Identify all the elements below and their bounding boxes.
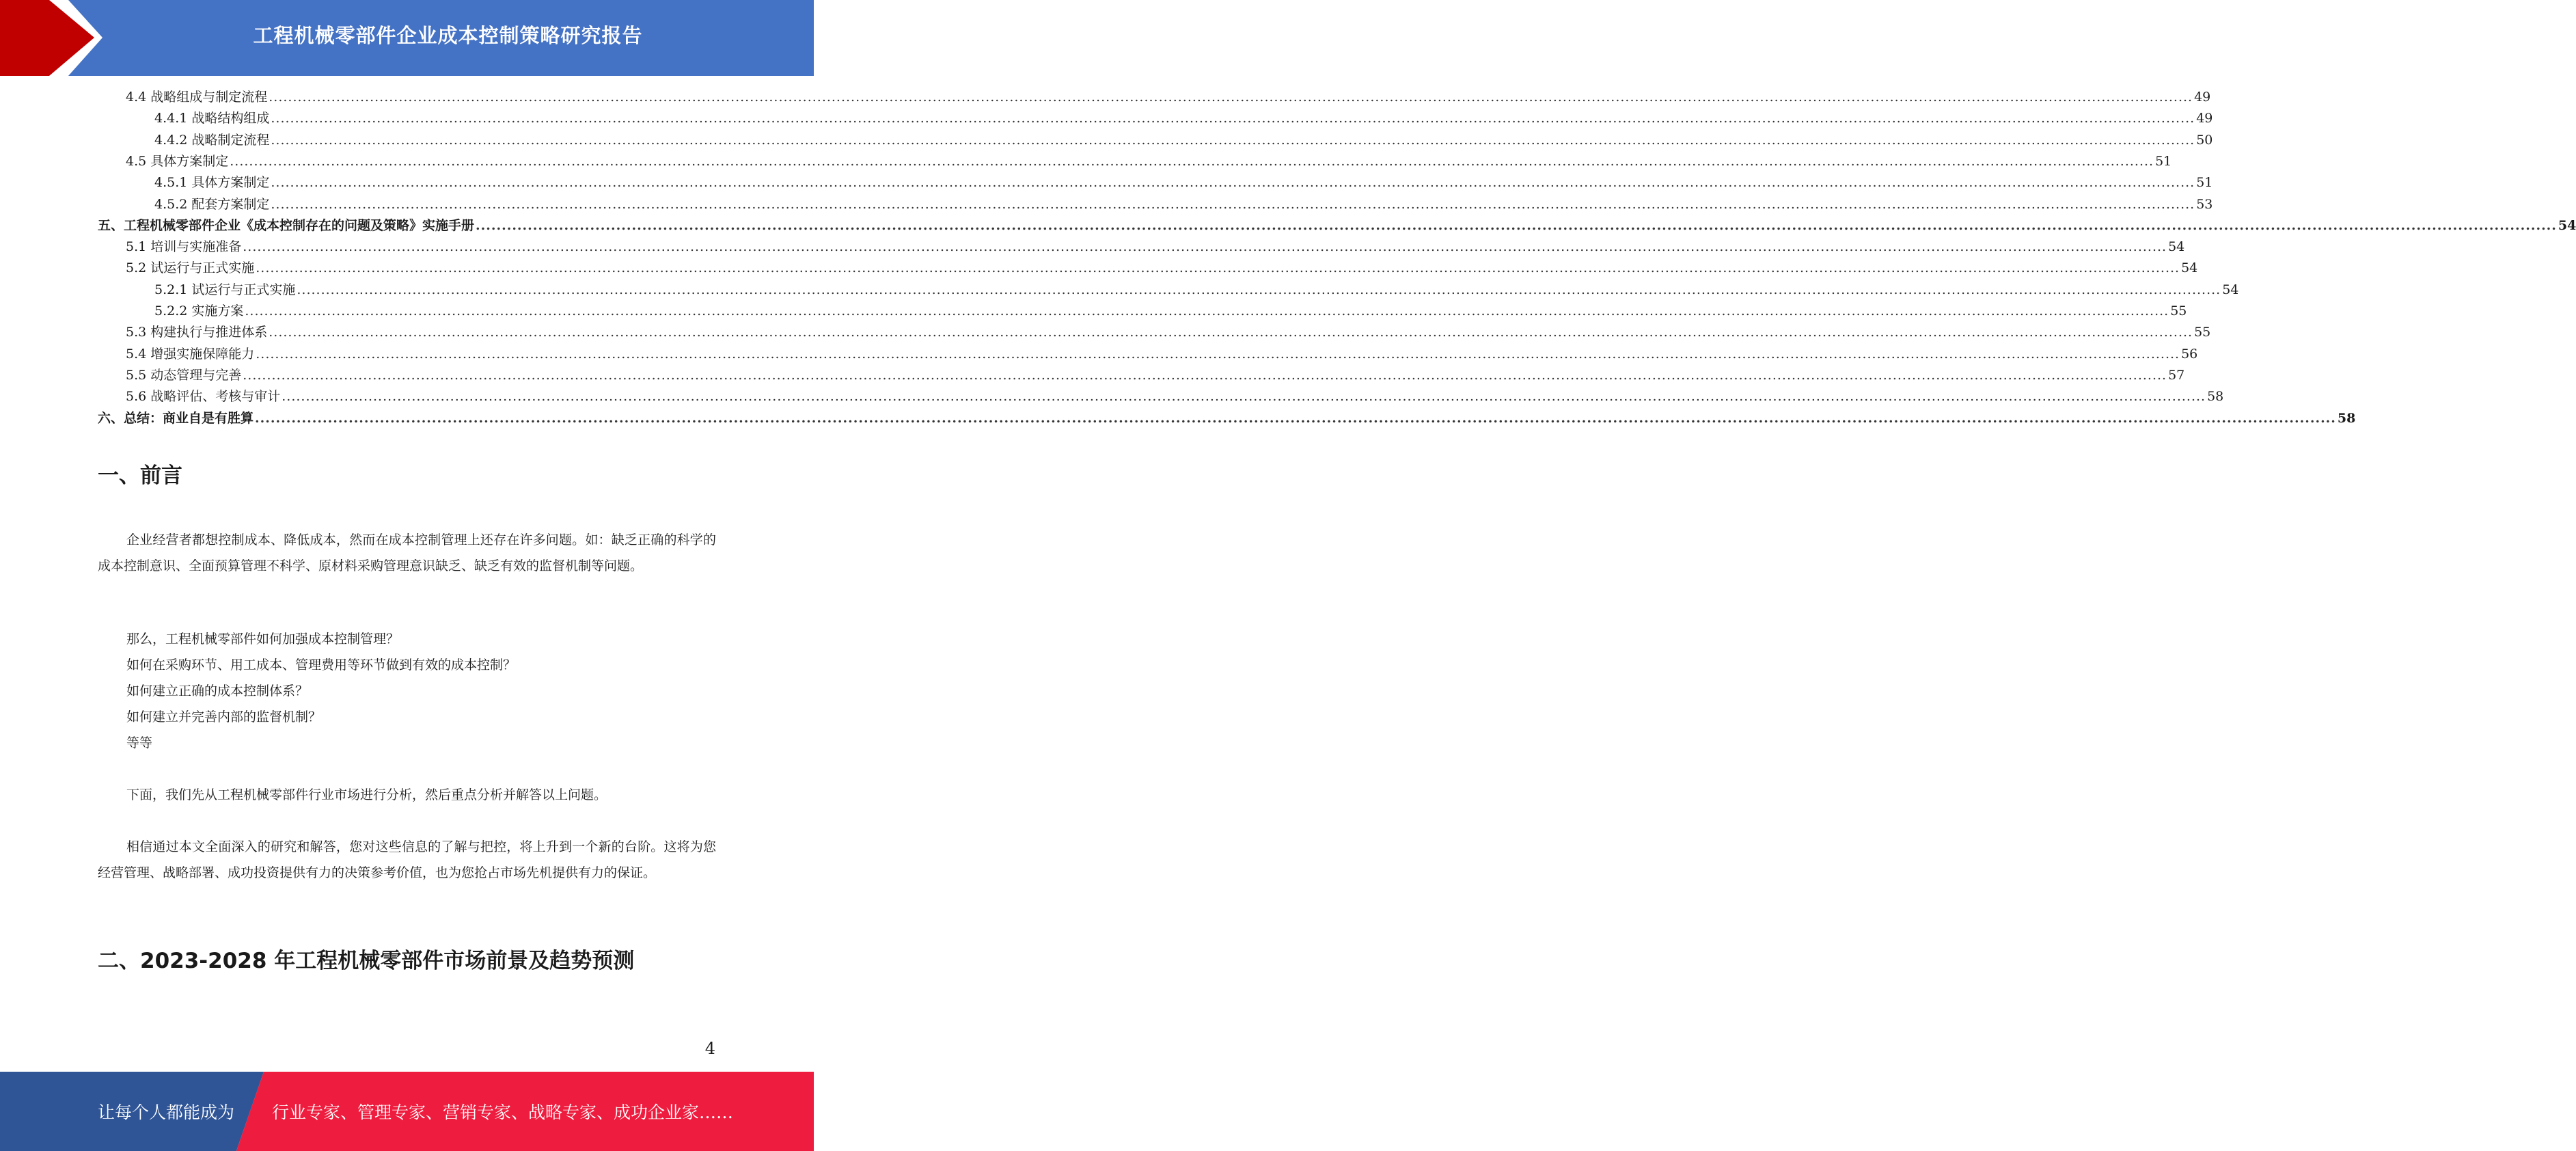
toc-entry-title: 5.5 动态管理与完善 <box>126 367 242 383</box>
toc-entry-title: 六、总结：商业自是有胜算 <box>98 410 254 426</box>
toc-entry-page: 56 <box>2181 346 2198 362</box>
footer-banner <box>0 1072 814 1151</box>
preface-paragraph-3: 相信通过本文全面深入的研究和解答，您对这些信息的了解与把控，将上升到一个新的台阶。这将为您经营管理、战略部署、成功投资提供有力的决策参考价值，也为您抢占市场先机提供有力的保证。 <box>98 839 716 880</box>
toc-entry-page: 51 <box>2196 175 2213 191</box>
toc-entry-page: 57 <box>2168 367 2185 383</box>
footer-slogan-right: 行业专家、管理专家、营销专家、战略专家、成功企业家…… <box>272 1102 734 1122</box>
toc-entry-page: 54 <box>2181 260 2198 276</box>
toc-entry[interactable] <box>126 151 2172 172</box>
question-line: 如何建立并完善内部的监督机制？ <box>126 709 322 725</box>
toc-entry-title: 5.2.2 实施方案 <box>154 303 244 319</box>
toc-entry-page: 55 <box>2194 325 2211 340</box>
toc-entry[interactable] <box>154 130 2213 151</box>
toc-entry-title: 5.6 战略评估、考核与审计 <box>126 389 281 405</box>
toc-entry-title: 5.2 试运行与正式实施 <box>126 260 255 276</box>
toc-leader-dots: ................................................................................................................................................................................................................................................................................................................................................................................................................ <box>269 325 2193 340</box>
toc-entry-page: 58 <box>2337 410 2356 426</box>
toc-entry[interactable] <box>126 236 2185 258</box>
toc-entry[interactable] <box>154 194 2213 215</box>
toc-entry[interactable] <box>154 172 2213 193</box>
toc-entry[interactable] <box>126 386 2224 407</box>
toc-leader-dots: ................................................................................................................................................................................................................................................................................................................................................................................................................ <box>243 239 2167 255</box>
toc-entry-title: 五、工程机械零部件企业《成本控制存在的问题及策略》实施手册 <box>98 217 475 233</box>
question-line: 等等 <box>126 735 153 750</box>
toc-entry-page: 54 <box>2168 239 2185 255</box>
toc-entry-page: 54 <box>2222 282 2239 297</box>
toc-entry-page: 49 <box>2194 90 2211 105</box>
toc-entry[interactable] <box>126 322 2211 343</box>
preface-paragraph-1: 企业经营者都想控制成本、降低成本，然而在成本控制管理上还存在许多问题。如：缺乏正确的科学的成本控制意识、全面预算管理不科学、原材料采购管理意识缺乏、缺乏有效的监督机制等问题。 <box>98 532 716 573</box>
toc-entry[interactable] <box>126 87 2211 108</box>
toc-entry-page: 51 <box>2155 153 2172 169</box>
toc-entry-title: 5.4 增强实施保障能力 <box>126 346 255 362</box>
toc-entry[interactable] <box>98 408 2356 429</box>
toc-entry-title: 4.5.2 配套方案制定 <box>154 196 270 212</box>
toc-entry-page: 55 <box>2170 303 2187 319</box>
toc-entry-page: 50 <box>2196 132 2213 148</box>
question-line: 如何在采购环节、用工成本、管理费用等环节做到有效的成本控制？ <box>126 658 517 673</box>
toc-entry-title: 5.3 构建执行与推进体系 <box>126 325 268 340</box>
footer-slogan-left: 让每个人都能成为 <box>98 1102 235 1122</box>
page-number: 4 <box>704 1039 715 1058</box>
toc-entry-title: 4.5 具体方案制定 <box>126 153 229 169</box>
toc-entry-page: 49 <box>2196 111 2213 126</box>
toc-entry-title: 5.2.1 试运行与正式实施 <box>154 282 296 297</box>
toc-entry[interactable] <box>154 280 2239 301</box>
toc-entry[interactable] <box>154 108 2213 129</box>
toc-leader-dots: ................................................................................................................................................................................................................................................................................................................................................................................................................ <box>269 90 2193 105</box>
toc-leader-dots: ................................................................................................................................................................................................................................................................................................................................................................................................................ <box>256 346 2180 362</box>
toc-leader-dots: ................................................................................................................................................................................................................................................................................................................................................................................................................ <box>476 217 2557 233</box>
header-banner <box>0 0 814 76</box>
toc-entry-title: 4.5.1 具体方案制定 <box>154 175 270 191</box>
toc-entry-title: 4.4 战略组成与制定流程 <box>126 90 268 105</box>
section-heading-market-forecast: 二、2023-2028 年工程机械零部件市场前景及趋势预测 <box>98 949 635 973</box>
toc-entry[interactable] <box>126 365 2185 386</box>
toc-entry-page: 53 <box>2196 196 2213 212</box>
toc-leader-dots: ................................................................................................................................................................................................................................................................................................................................................................................................................ <box>297 282 2221 297</box>
toc-entry[interactable] <box>154 301 2187 322</box>
toc-leader-dots: ................................................................................................................................................................................................................................................................................................................................................................................................................ <box>243 367 2167 383</box>
toc-leader-dots: ................................................................................................................................................................................................................................................................................................................................................................................................................ <box>255 410 2336 426</box>
toc-leader-dots: ................................................................................................................................................................................................................................................................................................................................................................................................................ <box>282 389 2206 405</box>
toc-entry-title: 4.4.1 战略结构组成 <box>154 111 270 126</box>
section-heading-preface: 一、前言 <box>98 463 182 488</box>
question-line: 那么，工程机械零部件如何加强成本控制管理？ <box>126 632 400 647</box>
toc-leader-dots: ................................................................................................................................................................................................................................................................................................................................................................................................................ <box>245 303 2169 319</box>
toc-leader-dots: ................................................................................................................................................................................................................................................................................................................................................................................................................ <box>271 111 2195 126</box>
toc-leader-dots: ................................................................................................................................................................................................................................................................................................................................................................................................................ <box>230 153 2154 169</box>
toc-leader-dots: ................................................................................................................................................................................................................................................................................................................................................................................................................ <box>271 175 2195 191</box>
preface-paragraph-2: 下面，我们先从工程机械零部件行业市场进行分析，然后重点分析并解答以上问题。 <box>126 787 607 802</box>
question-line: 如何建立正确的成本控制体系？ <box>126 683 309 699</box>
toc-entry[interactable] <box>126 258 2198 279</box>
toc-entry-page: 54 <box>2558 217 2576 233</box>
toc-leader-dots: ................................................................................................................................................................................................................................................................................................................................................................................................................ <box>271 132 2195 148</box>
toc-entry-page: 58 <box>2207 389 2224 405</box>
toc-entry-title: 5.1 培训与实施准备 <box>126 239 242 255</box>
toc-entry[interactable] <box>126 344 2198 365</box>
toc-entry[interactable] <box>98 215 2576 236</box>
toc-leader-dots: ................................................................................................................................................................................................................................................................................................................................................................................................................ <box>271 196 2195 212</box>
toc-leader-dots: ................................................................................................................................................................................................................................................................................................................................................................................................................ <box>256 260 2180 276</box>
header-title: 工程机械零部件企业成本控制策略研究报告 <box>253 23 643 47</box>
toc-entry-title: 4.4.2 战略制定流程 <box>154 132 270 148</box>
